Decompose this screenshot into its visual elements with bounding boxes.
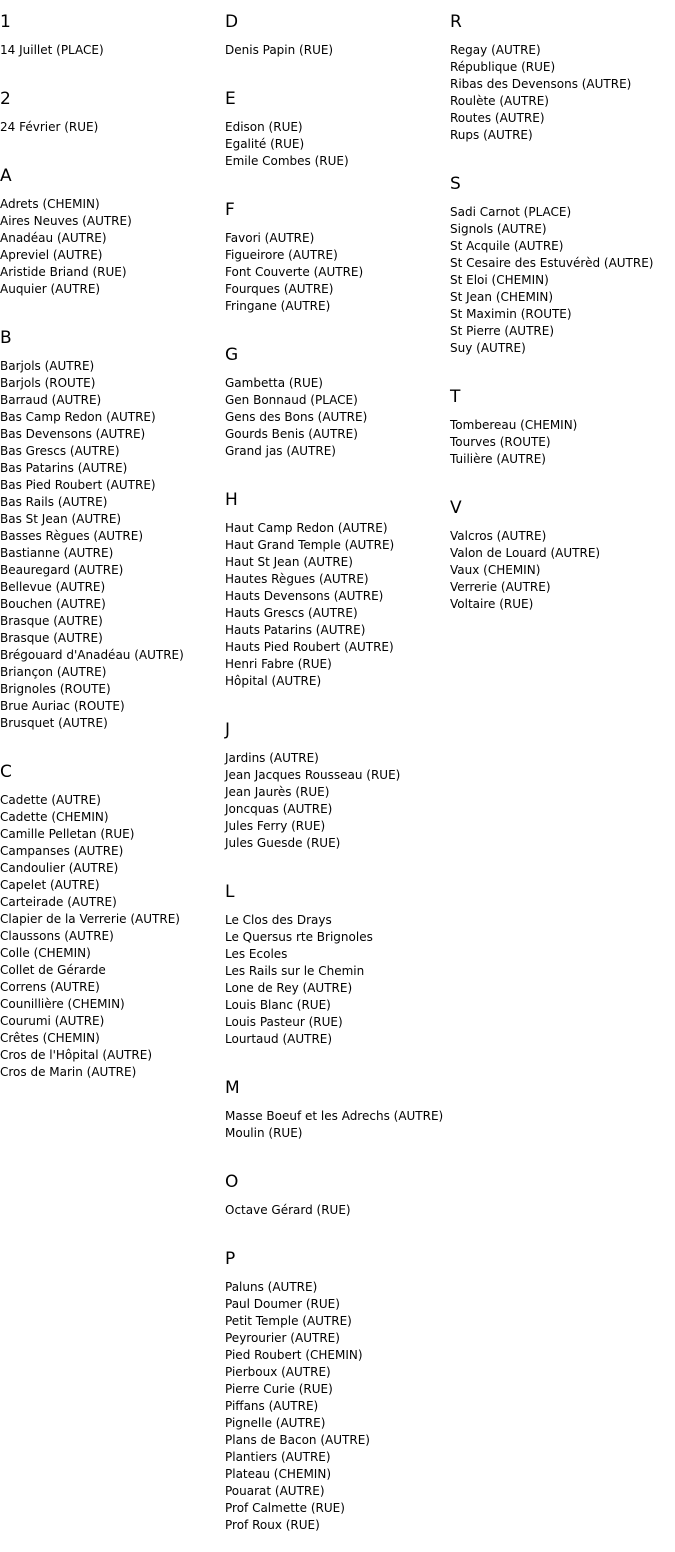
street-link[interactable]: Brasque (AUTRE) [0, 631, 103, 645]
section-letter-heading: P [225, 1249, 236, 1269]
street-link[interactable]: St Pierre (AUTRE) [450, 324, 555, 338]
street-link[interactable]: Gourds Benis (AUTRE) [225, 427, 358, 441]
street-link[interactable]: Pierboux (AUTRE) [225, 1365, 331, 1379]
letter-section [0, 0, 225, 77]
letter-section [225, 333, 450, 478]
street-link[interactable]: Jean Jaurès (RUE) [225, 785, 330, 799]
street-link[interactable]: Voltaire (RUE) [450, 597, 534, 611]
index-column [225, 0, 450, 1552]
street-link[interactable]: Lourtaud (AUTRE) [225, 1032, 333, 1046]
street-link[interactable]: Camille Pelletan (RUE) [0, 827, 135, 841]
letter-section [225, 1066, 450, 1160]
street-link[interactable]: Bastianne (AUTRE) [0, 546, 114, 560]
street-link[interactable]: Basses Règues (AUTRE) [0, 529, 143, 543]
section-spacer [225, 1219, 450, 1237]
street-link[interactable]: Courumi (AUTRE) [0, 1014, 105, 1028]
street-link[interactable]: Pignelle (AUTRE) [225, 1416, 326, 1430]
letter-section [0, 154, 225, 316]
street-link[interactable]: Ribas des Devensons (AUTRE) [450, 77, 632, 91]
street-list [0, 358, 225, 732]
section-letter-heading: M [225, 1078, 240, 1098]
street-link[interactable]: Favori (AUTRE) [225, 231, 315, 245]
section-letter-heading: F [225, 200, 235, 220]
street-link[interactable]: Joncquas (AUTRE) [225, 802, 333, 816]
street-list [225, 912, 450, 1048]
street-list [225, 520, 450, 690]
street-link[interactable]: Cros de Marin (AUTRE) [0, 1065, 137, 1079]
street-link[interactable]: Plantiers (AUTRE) [225, 1450, 331, 1464]
section-spacer [0, 1081, 225, 1099]
street-link[interactable]: Louis Pasteur (RUE) [225, 1015, 343, 1029]
street-link[interactable]: Bas St Jean (AUTRE) [0, 512, 122, 526]
street-link[interactable]: Bas Rails (AUTRE) [0, 495, 108, 509]
street-link[interactable]: Jean Jacques Rousseau (RUE) [225, 768, 401, 782]
street-link[interactable]: Adrets (CHEMIN) [0, 197, 100, 211]
street-link[interactable]: Moulin (RUE) [225, 1126, 303, 1140]
street-link[interactable]: Jules Guesde (RUE) [225, 836, 341, 850]
street-link[interactable]: Colle (CHEMIN) [0, 946, 91, 960]
section-spacer [225, 1048, 450, 1066]
street-link[interactable]: Cros de l'Hôpital (AUTRE) [0, 1048, 153, 1062]
section-letter-heading: O [225, 1172, 239, 1192]
street-link[interactable]: Plateau (CHEMIN) [225, 1467, 332, 1481]
section-letter-heading: V [450, 498, 462, 518]
street-list [0, 792, 225, 1081]
street-link[interactable]: Bellevue (AUTRE) [0, 580, 106, 594]
street-link[interactable]: Plans de Bacon (AUTRE) [225, 1433, 370, 1447]
street-link[interactable]: Les Rails sur le Chemin [225, 964, 365, 978]
index-column [0, 0, 225, 1099]
street-link[interactable]: Hôpital (AUTRE) [225, 674, 322, 688]
section-spacer [225, 315, 450, 333]
street-link[interactable]: Cadette (AUTRE) [0, 793, 101, 807]
section-spacer [225, 852, 450, 870]
street-link[interactable]: Bas Pied Roubert (AUTRE) [0, 478, 156, 492]
section-spacer [0, 298, 225, 316]
section-spacer [450, 468, 675, 486]
letter-section [225, 478, 450, 708]
street-link[interactable]: Figueirore (AUTRE) [225, 248, 338, 262]
street-link[interactable]: Haut St Jean (AUTRE) [225, 555, 353, 569]
street-link[interactable]: Barjols (AUTRE) [0, 359, 95, 373]
street-link[interactable]: Piffans (AUTRE) [225, 1399, 319, 1413]
street-link[interactable]: Bas Devensons (AUTRE) [0, 427, 146, 441]
street-link[interactable]: Aires Neuves (AUTRE) [0, 214, 132, 228]
section-letter-heading: T [450, 387, 461, 407]
section-spacer [0, 732, 225, 750]
street-link[interactable]: Denis Papin (RUE) [225, 43, 334, 57]
street-link[interactable]: Les Ecoles [225, 947, 288, 961]
street-link[interactable]: Brusquet (AUTRE) [0, 716, 108, 730]
street-link[interactable]: Paul Doumer (RUE) [225, 1297, 340, 1311]
street-link[interactable]: Louis Blanc (RUE) [225, 998, 331, 1012]
street-link[interactable]: Sadi Carnot (PLACE) [450, 205, 572, 219]
street-link[interactable]: Brégouard d'Anadéau (AUTRE) [0, 648, 184, 662]
street-list [225, 42, 450, 59]
street-list [0, 119, 225, 136]
street-link[interactable]: Roulète (AUTRE) [450, 94, 549, 108]
street-link[interactable]: Grand jas (AUTRE) [225, 444, 336, 458]
street-link[interactable]: Pierre Curie (RUE) [225, 1382, 333, 1396]
street-link[interactable]: St Jean (CHEMIN) [450, 290, 554, 304]
street-link[interactable]: Vaux (CHEMIN) [450, 563, 541, 577]
section-letter-heading: L [225, 882, 235, 902]
street-list [0, 196, 225, 298]
letter-section [225, 1160, 450, 1237]
street-link[interactable]: Crêtes (CHEMIN) [0, 1031, 100, 1045]
street-link[interactable]: Suy (AUTRE) [450, 341, 526, 355]
section-letter-heading: H [225, 490, 238, 510]
letter-section [225, 0, 450, 77]
section-letter-heading: R [450, 12, 462, 32]
section-spacer [0, 59, 225, 77]
street-list [450, 204, 675, 357]
section-spacer [450, 613, 675, 631]
street-link[interactable]: Claussons (AUTRE) [0, 929, 114, 943]
street-link[interactable]: Counillière (CHEMIN) [0, 997, 125, 1011]
street-link[interactable]: Cadette (CHEMIN) [0, 810, 109, 824]
street-link[interactable]: Gen Bonnaud (PLACE) [225, 393, 358, 407]
street-link[interactable]: Signols (AUTRE) [450, 222, 547, 236]
street-link[interactable]: Masse Boeuf et les Adrechs (AUTRE) [225, 1109, 444, 1123]
section-spacer [225, 690, 450, 708]
street-link[interactable]: Barraud (AUTRE) [0, 393, 102, 407]
section-letter-heading: B [0, 328, 12, 348]
street-link[interactable]: Brasque (AUTRE) [0, 614, 103, 628]
letter-section [450, 162, 675, 375]
section-spacer [450, 357, 675, 375]
street-link[interactable]: Hauts Grescs (AUTRE) [225, 606, 358, 620]
section-spacer [225, 1142, 450, 1160]
street-list [0, 42, 225, 59]
section-letter-heading: A [0, 166, 12, 186]
street-link[interactable]: Edison (RUE) [225, 120, 303, 134]
street-list [225, 750, 450, 852]
street-link[interactable]: St Cesaire des Estuvérèd (AUTRE) [450, 256, 654, 270]
section-letter-heading: 1 [0, 12, 11, 32]
street-link[interactable]: Auquier (AUTRE) [0, 282, 101, 296]
street-link[interactable]: St Eloi (CHEMIN) [450, 273, 549, 287]
street-link[interactable]: Tourves (ROUTE) [450, 435, 551, 449]
section-letter-heading: S [450, 174, 461, 194]
street-list [225, 230, 450, 315]
street-link[interactable]: Hautes Règues (AUTRE) [225, 572, 369, 586]
street-link[interactable]: Peyrourier (AUTRE) [225, 1331, 340, 1345]
street-link[interactable]: Jules Ferry (RUE) [225, 819, 326, 833]
section-spacer [225, 170, 450, 188]
letter-section [450, 486, 675, 631]
street-link[interactable]: Brue Auriac (ROUTE) [0, 699, 125, 713]
street-list [450, 528, 675, 613]
street-link[interactable]: Rups (AUTRE) [450, 128, 533, 142]
letter-section [0, 750, 225, 1099]
street-link[interactable]: Hauts Pied Roubert (AUTRE) [225, 640, 394, 654]
street-link[interactable]: Haut Camp Redon (AUTRE) [225, 521, 388, 535]
section-letter-heading: J [225, 720, 231, 740]
section-letter-heading: D [225, 12, 239, 32]
section-letter-heading: C [0, 762, 12, 782]
section-spacer [225, 59, 450, 77]
section-spacer [450, 144, 675, 162]
street-link[interactable]: Bas Patarins (AUTRE) [0, 461, 128, 475]
street-list [450, 42, 675, 144]
section-spacer [225, 1534, 450, 1552]
street-link[interactable]: Emile Combes (RUE) [225, 154, 349, 168]
street-link[interactable]: Bas Grescs (AUTRE) [0, 444, 120, 458]
street-link[interactable]: Beauregard (AUTRE) [0, 563, 124, 577]
letter-section [225, 870, 450, 1066]
letter-section [450, 375, 675, 486]
street-link[interactable]: Tombereau (CHEMIN) [450, 418, 578, 432]
street-list [450, 417, 675, 468]
street-link[interactable]: Le Quersus rte Brignoles [225, 930, 373, 944]
street-link[interactable]: Octave Gérard (RUE) [225, 1203, 351, 1217]
street-link[interactable]: Hauts Devensons (AUTRE) [225, 589, 384, 603]
street-link[interactable]: Prof Roux (RUE) [225, 1518, 320, 1532]
street-link[interactable]: Egalité (RUE) [225, 137, 305, 151]
section-letter-heading: G [225, 345, 239, 365]
street-link[interactable]: Barjols (ROUTE) [0, 376, 96, 390]
street-link[interactable]: Clapier de la Verrerie (AUTRE) [0, 912, 180, 926]
street-link[interactable]: Fringane (AUTRE) [225, 299, 331, 313]
street-link[interactable]: Prof Calmette (RUE) [225, 1501, 345, 1515]
street-link[interactable]: Haut Grand Temple (AUTRE) [225, 538, 395, 552]
street-link[interactable]: Pied Roubert (CHEMIN) [225, 1348, 363, 1362]
street-link[interactable]: Pouarat (AUTRE) [225, 1484, 325, 1498]
street-link[interactable]: Tuilière (AUTRE) [450, 452, 546, 466]
street-link[interactable]: Valon de Louard (AUTRE) [450, 546, 601, 560]
street-link[interactable]: Correns (AUTRE) [0, 980, 100, 994]
street-link[interactable]: 14 Juillet (PLACE) [0, 43, 104, 57]
section-spacer [0, 136, 225, 154]
letter-section [225, 188, 450, 333]
street-link[interactable]: Gens des Bons (AUTRE) [225, 410, 368, 424]
street-link[interactable]: Anadéau (AUTRE) [0, 231, 107, 245]
street-list [225, 375, 450, 460]
street-list [225, 1108, 450, 1142]
letter-section [225, 708, 450, 870]
street-link[interactable]: Petit Temple (AUTRE) [225, 1314, 352, 1328]
street-link[interactable]: Valcros (AUTRE) [450, 529, 547, 543]
street-link[interactable]: Collet de Gérarde [0, 963, 106, 977]
index-column [450, 0, 675, 631]
section-spacer [225, 460, 450, 478]
street-link[interactable]: Font Couverte (AUTRE) [225, 265, 364, 279]
street-link[interactable]: Verrerie (AUTRE) [450, 580, 551, 594]
street-link[interactable]: Aristide Briand (RUE) [0, 265, 127, 279]
street-list [225, 1279, 450, 1534]
street-link[interactable]: Fourques (AUTRE) [225, 282, 334, 296]
street-link[interactable]: St Acquile (AUTRE) [450, 239, 564, 253]
street-link[interactable]: Apreviel (AUTRE) [0, 248, 103, 262]
section-letter-heading: E [225, 89, 236, 109]
letter-section [0, 77, 225, 154]
street-list [225, 119, 450, 170]
street-link[interactable]: 24 Février (RUE) [0, 120, 99, 134]
street-link[interactable]: Capelet (AUTRE) [0, 878, 100, 892]
street-link[interactable]: Candoulier (AUTRE) [0, 861, 119, 875]
letter-section [225, 77, 450, 188]
letter-section [0, 316, 225, 750]
street-link[interactable]: Carteirade (AUTRE) [0, 895, 117, 909]
street-link[interactable]: Briançon (AUTRE) [0, 665, 107, 679]
street-link[interactable]: République (RUE) [450, 60, 556, 74]
street-link[interactable]: Bas Camp Redon (AUTRE) [0, 410, 156, 424]
street-list [225, 1202, 450, 1219]
street-link[interactable]: Bouchen (AUTRE) [0, 597, 106, 611]
street-link[interactable]: Paluns (AUTRE) [225, 1280, 318, 1294]
street-link[interactable]: Campanses (AUTRE) [0, 844, 124, 858]
street-link[interactable]: Jardins (AUTRE) [225, 751, 319, 765]
street-link[interactable]: Le Clos des Drays [225, 913, 332, 927]
street-link[interactable]: Gambetta (RUE) [225, 376, 323, 390]
street-link[interactable]: Regay (AUTRE) [450, 43, 541, 57]
street-link[interactable]: St Maximin (ROUTE) [450, 307, 572, 321]
street-link[interactable]: Brignoles (ROUTE) [0, 682, 111, 696]
section-letter-heading: 2 [0, 89, 11, 109]
street-link[interactable]: Hauts Patarins (AUTRE) [225, 623, 366, 637]
street-link[interactable]: Lone de Rey (AUTRE) [225, 981, 353, 995]
letter-section [225, 1237, 450, 1552]
letter-section [450, 0, 675, 162]
street-link[interactable]: Routes (AUTRE) [450, 111, 545, 125]
street-link[interactable]: Henri Fabre (RUE) [225, 657, 332, 671]
